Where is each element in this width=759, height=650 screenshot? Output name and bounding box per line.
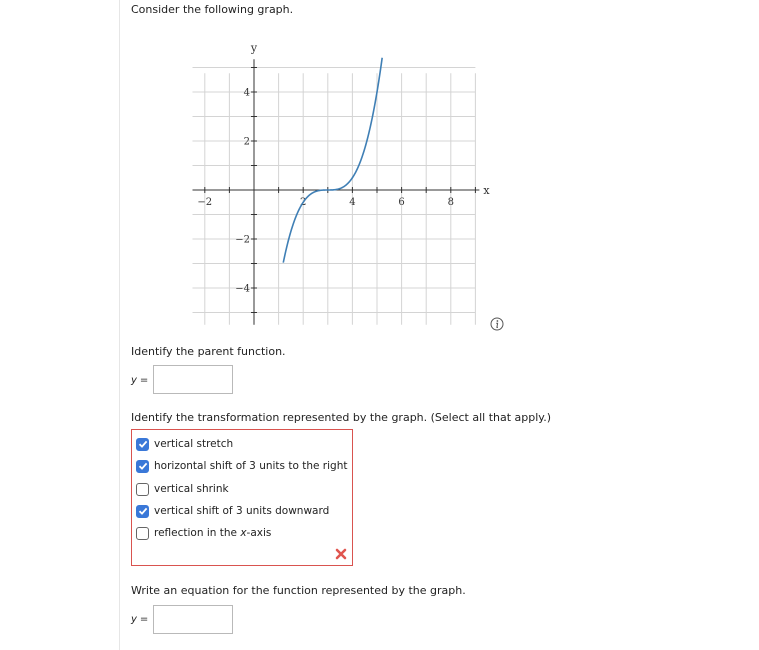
- y-tick-label: 4: [243, 87, 250, 99]
- checkbox[interactable]: [136, 483, 149, 496]
- option-label: vertical stretch: [154, 438, 234, 450]
- y-tick-label: −4: [235, 283, 250, 295]
- option-label: vertical shrink: [154, 483, 229, 495]
- y-axis-label: y: [250, 41, 258, 55]
- option-vertical-stretch[interactable]: [136, 436, 233, 452]
- equation-prompt: Write an equation for the function represented by the graph.: [131, 584, 466, 597]
- checkbox[interactable]: [136, 527, 149, 540]
- option-label: vertical shift of 3 units downward: [154, 505, 330, 517]
- x-tick-label: 8: [447, 197, 454, 208]
- transformation-prompt: Identify the transformation represented by the graph. (Select all that apply.): [131, 411, 552, 424]
- info-icon[interactable]: [490, 317, 504, 331]
- checkbox[interactable]: [136, 460, 149, 473]
- equation-y-label: y =: [131, 614, 149, 625]
- x-tick-label: 4: [349, 197, 356, 208]
- y-tick-label: 2: [243, 136, 250, 148]
- x-axis-label: x: [483, 184, 490, 197]
- option-reflection-x-axis[interactable]: [136, 525, 271, 541]
- function-curve: [283, 58, 382, 263]
- intro-text: Consider the following graph.: [131, 3, 294, 16]
- option-vertical-shrink[interactable]: [136, 481, 229, 497]
- incorrect-x-icon: [335, 548, 347, 560]
- check-icon: [138, 506, 148, 516]
- option-label: horizontal shift of 3 units to the right: [154, 460, 348, 472]
- check-icon: [138, 439, 148, 449]
- parent-function-input[interactable]: [153, 365, 233, 394]
- left-divider: [119, 0, 120, 650]
- x-tick-label: −2: [197, 197, 213, 208]
- x-tick-label: 6: [398, 197, 405, 208]
- checkbox[interactable]: [136, 438, 149, 451]
- cubic-graph: [180, 30, 490, 330]
- checkbox[interactable]: [136, 505, 149, 518]
- option-label: reflection in the x-axis: [154, 527, 272, 539]
- option-vertical-shift-down[interactable]: [136, 503, 329, 519]
- parent-function-prompt: Identify the parent function.: [131, 345, 286, 358]
- x-tick-label: 2: [300, 197, 307, 208]
- parent-function-y-label: y =: [131, 375, 149, 386]
- transformation-choices: [131, 429, 353, 566]
- option-horizontal-shift-right[interactable]: [136, 458, 347, 474]
- check-icon: [138, 461, 148, 471]
- equation-input[interactable]: [153, 605, 233, 634]
- y-tick-label: −2: [235, 234, 250, 246]
